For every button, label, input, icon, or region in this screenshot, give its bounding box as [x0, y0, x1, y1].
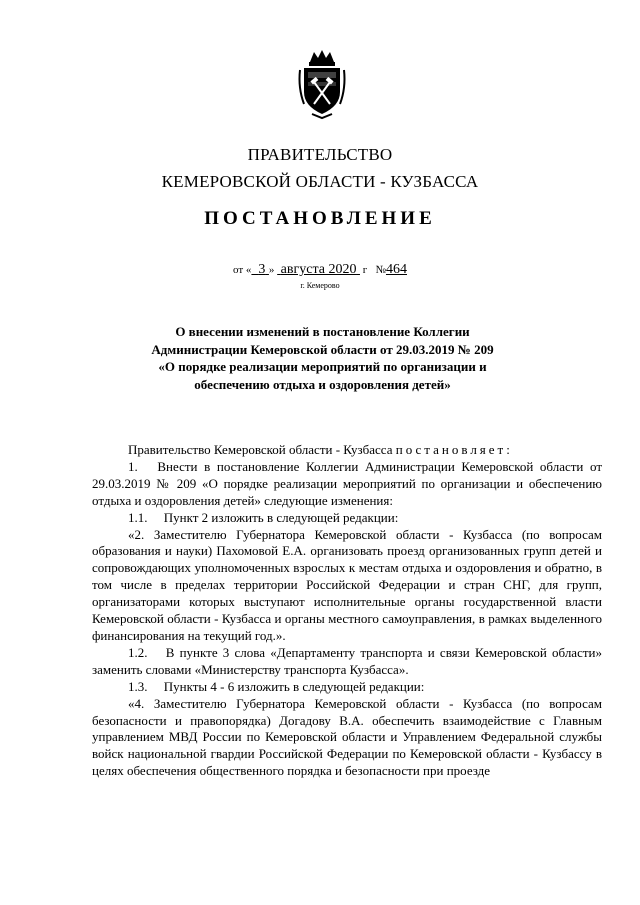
paragraph-quote-2: «2. Заместителю Губернатора Кемеровской области - Кузбасса (по вопросам образования и науки) Пахомовой Е.А. организовать проезд организованных групп детей и сопровождающих уполномоченных взрослых к местам отдыха и оздоровления и обратно, в том числе в пределах территории Российской Федерации и стран СНГ, для групп, организаторами которых выступают исполнительные органы государственной власти Кемеровской области - Кузбасса и органы местного самоуправления, в рамках выделенного финансирования на текущий год.».: [92, 526, 602, 643]
document-type-title: ПОСТАНОВЛЕНИЕ: [204, 208, 436, 229]
paragraph-quote-4: «4. Заместителю Губернатора Кемеровской области - Кузбасса (по вопросам безопасности и правопорядка) Догадову В.А. обеспечить взаимодействие с Главным управлением МВД России по Кемеровской области и Управлением Федеральной службы войск национальной гвардии Российской Федерации по Кемеровской области - Кузбассу в целях обеспечения общественного порядка и безопасности при проезде: [92, 695, 602, 779]
date-prefix: от «: [233, 264, 252, 276]
paragraph-1: 1. Внести в постановление Коллегии Администрации Кемеровской области от 29.03.2019 № 209 «О порядке реализации мероприятий по организации и обеспечению отдыха и оздоровления детей» следующие изменения:: [92, 458, 602, 508]
date-month-year: августа 2020: [280, 262, 357, 277]
date-line: [0, 262, 640, 278]
document-subject: О внесении изменений в постановление Коллегии Администрации Кемеровской области от 29.03.2019 № 209 «О порядке реализации мероприятий по организации и обеспечению отдыха и оздоровления детей»: [151, 324, 494, 392]
date-quote-close: »: [268, 264, 275, 276]
date-day: 3: [258, 262, 266, 277]
paragraph-1-3: 1.3. Пункты 4 - 6 изложить в следующей редакции:: [128, 678, 425, 694]
date-year-suffix: г: [362, 264, 368, 276]
document-body: [92, 442, 602, 780]
city-label: г. Кемерово: [300, 281, 340, 290]
document-number: 464: [385, 262, 407, 277]
paragraph-preamble: Правительство Кемеровской области - Кузбасса постановляет:: [128, 442, 513, 457]
paragraph-1-2: 1.2. В пункте 3 слова «Департаменту транспорта и связи Кемеровской области» заменить словами «Министерству транспорта Кузбасса».: [92, 644, 602, 677]
paragraph-1-1: 1.1. Пункт 2 изложить в следующей редакции:: [128, 509, 399, 525]
government-name-line1: ПРАВИТЕЛЬСТВО: [247, 145, 393, 164]
government-name-line2: КЕМЕРОВСКОЙ ОБЛАСТИ - КУЗБАССА: [161, 172, 479, 191]
coat-of-arms-icon: [296, 48, 348, 120]
number-sign: №: [375, 264, 386, 276]
